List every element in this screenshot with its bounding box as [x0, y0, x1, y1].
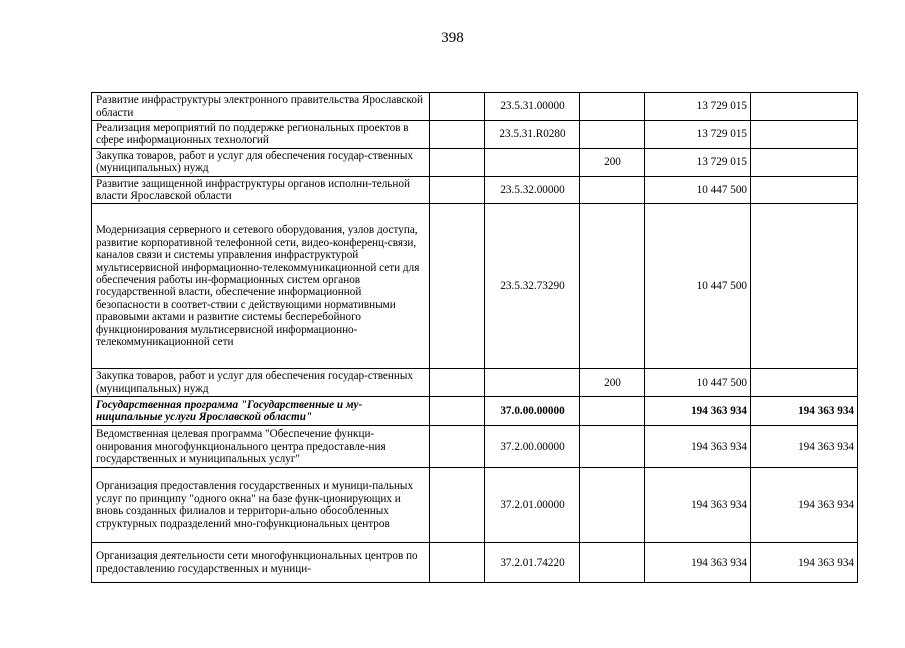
- row-vr-code: [580, 121, 645, 149]
- page-bottom-cut: [0, 588, 905, 648]
- row-name: Реализация мероприятий по поддержке региональных проектов в сфере информационных технологий: [92, 121, 430, 149]
- row-vsr-code: [430, 93, 485, 121]
- row-vr-code: 200: [580, 148, 645, 176]
- table-row: [92, 543, 858, 583]
- row-name: Закупка товаров, работ и услуг для обеспечения государ-ственных (муниципальных) нужд: [92, 369, 430, 397]
- row-vsr-code: [430, 121, 485, 149]
- row-vsr-code: [430, 369, 485, 397]
- row-csr-code: 37.2.01.00000: [485, 468, 580, 543]
- row-vr-code: 200: [580, 369, 645, 397]
- row-amount-1: 13 729 015: [645, 93, 751, 121]
- row-amount-2: [751, 93, 858, 121]
- row-csr-code: 37.2.01.74220: [485, 543, 580, 583]
- row-vr-code: [580, 426, 645, 468]
- row-name: Закупка товаров, работ и услуг для обеспечения государ-ственных (муниципальных) нужд: [92, 148, 430, 176]
- row-vr-code: [580, 543, 645, 583]
- row-name: Государственная программа "Государственные и му-ниципальные услуги Ярославской области": [92, 397, 430, 426]
- row-csr-code: 37.0.00.00000: [485, 397, 580, 426]
- row-name: Развитие инфраструктуры электронного правительства Ярославской области: [92, 93, 430, 121]
- row-csr-code: 23.5.31.00000: [485, 93, 580, 121]
- row-name: Развитие защищенной инфраструктуры органов исполни-тельной власти Ярославской области: [92, 176, 430, 204]
- row-vr-code: [580, 93, 645, 121]
- table-row: [92, 468, 858, 543]
- row-vr-code: [580, 204, 645, 369]
- row-name: Ведомственная целевая программа "Обеспечение функци-онирования многофункционального центра предоставле-ния государственных и муниципальных услуг": [92, 426, 430, 468]
- row-amount-2: [751, 176, 858, 204]
- table-row: [92, 148, 858, 176]
- row-vsr-code: [430, 148, 485, 176]
- table-body: [92, 93, 858, 583]
- row-csr-code: 23.5.32.00000: [485, 176, 580, 204]
- row-vsr-code: [430, 176, 485, 204]
- row-vsr-code: [430, 397, 485, 426]
- row-amount-1: 194 363 934: [645, 426, 751, 468]
- row-amount-2: 194 363 934: [751, 397, 858, 426]
- row-amount-2: [751, 204, 858, 369]
- row-vsr-code: [430, 426, 485, 468]
- row-vsr-code: [430, 543, 485, 583]
- row-amount-1: 194 363 934: [645, 468, 751, 543]
- row-name: Организация деятельности сети многофункциональных центров по предоставлению государственных и муници-: [92, 543, 430, 583]
- row-amount-1: 10 447 500: [645, 176, 751, 204]
- table-row: [92, 426, 858, 468]
- row-vr-code: [580, 176, 645, 204]
- row-amount-1: 13 729 015: [645, 148, 751, 176]
- table-row: [92, 369, 858, 397]
- row-csr-code: [485, 369, 580, 397]
- row-amount-2: 194 363 934: [751, 468, 858, 543]
- row-csr-code: [485, 148, 580, 176]
- row-amount-1: 13 729 015: [645, 121, 751, 149]
- budget-table: [91, 92, 858, 583]
- row-vsr-code: [430, 468, 485, 543]
- row-amount-2: 194 363 934: [751, 426, 858, 468]
- row-csr-code: 23.5.31.R0280: [485, 121, 580, 149]
- page-number: 398: [441, 30, 464, 46]
- row-amount-2: [751, 121, 858, 149]
- table-row: [92, 176, 858, 204]
- table-row: [92, 397, 858, 426]
- row-vr-code: [580, 468, 645, 543]
- row-csr-code: 37.2.00.00000: [485, 426, 580, 468]
- row-amount-2: [751, 369, 858, 397]
- row-name: Организация предоставления государственных и муници-пальных услуг по принципу "одного окна" на базе функ-ционирующих и вновь созданных филиалов и территори-ально обособленных структурных подразделений мно-гофункциональных центров: [92, 468, 430, 543]
- table-row: [92, 93, 858, 121]
- row-vsr-code: [430, 204, 485, 369]
- row-name: Модернизация серверного и сетевого оборудования, узлов доступа, развитие корпоративной телефонной сети, видео-конференц-связи, каналов связи и системы управления инфраструктурой мультисервисной информационно-телекоммуникационной сети для обеспечения работы ин-формационных систем органов государственной власти, обеспечение информационной безопасности в соответ-ствии с действующими нормативными правовыми актами и развитие системы бесперебойного функционирования мультисервисной информационно-телекоммуникационной сети: [92, 204, 430, 369]
- table-row: [92, 121, 858, 149]
- row-amount-1: 194 363 934: [645, 543, 751, 583]
- row-csr-code: 23.5.32.73290: [485, 204, 580, 369]
- row-amount-1: 10 447 500: [645, 369, 751, 397]
- row-amount-2: [751, 148, 858, 176]
- table-row: [92, 204, 858, 369]
- row-amount-1: 194 363 934: [645, 397, 751, 426]
- row-amount-2: 194 363 934: [751, 543, 858, 583]
- row-vr-code: [580, 397, 645, 426]
- row-amount-1: 10 447 500: [645, 204, 751, 369]
